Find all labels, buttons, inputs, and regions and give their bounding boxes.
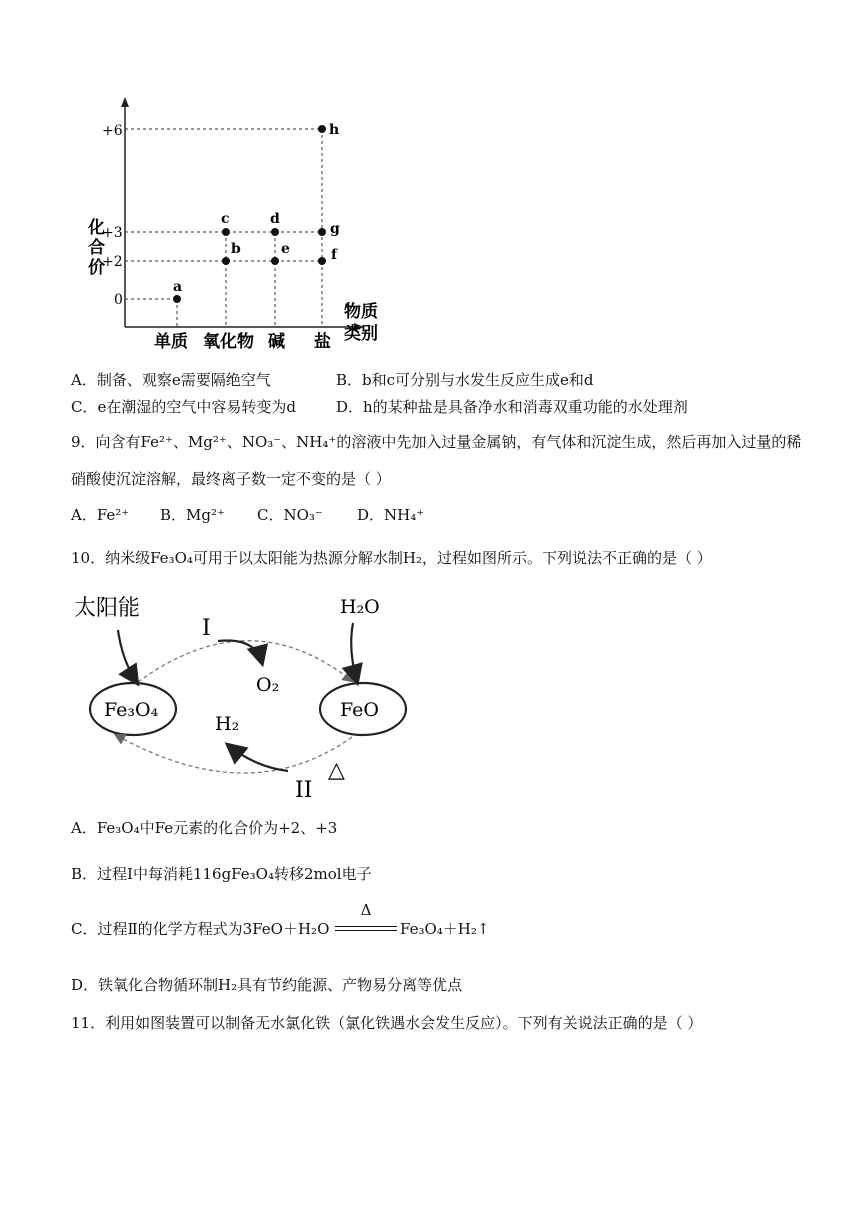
x-category-salt: 盐 (314, 332, 331, 352)
q8-option-a: A．制备、观察e需要隔绝空气 (71, 371, 271, 389)
solar-label: 太阳能 (74, 596, 141, 621)
q10-option-d: D．铁氧化合物循环制H₂具有节约能源、产物易分离等优点 (71, 976, 463, 994)
point-g (318, 228, 326, 236)
h2-label: H₂ (215, 713, 240, 735)
q11-stem: 11．利用如图装置可以制备无水氯化铁（氯化铁遇水会发生反应）。下列有关说法正确的是（ ） (71, 1014, 703, 1032)
point-f (318, 257, 326, 265)
q10-option-c-equals (335, 926, 397, 931)
q10-option-c-condition: Δ (360, 901, 372, 919)
y-axis-arrow (121, 97, 129, 107)
solar-arrow (118, 630, 137, 683)
process-i-label: I (202, 616, 211, 641)
x-axis-label-line1: 物质 (344, 302, 378, 322)
iron-oxide-cycle-diagram (70, 585, 430, 805)
point-a (173, 295, 181, 303)
process-ii-label: II (295, 778, 313, 803)
y-axis-label-char1: 化 (88, 218, 105, 238)
point-c (222, 228, 230, 236)
q10-option-c-suffix: Fe₃O₄＋H₂↑ (400, 920, 490, 938)
water-arrow (351, 623, 357, 682)
o2-label: O₂ (256, 674, 280, 696)
point-label-f: f (331, 247, 338, 263)
y-tick-plus6: +6 (102, 123, 123, 139)
process-ii-arc (116, 735, 352, 773)
q8-option-d: D．h的某种盐是具备净水和消毒双重功能的水处理剂 (336, 398, 688, 416)
q10-option-c-prefix: C．过程Ⅱ的化学方程式为3FeO＋H₂O (71, 920, 330, 938)
q9-option-c: C．NO₃⁻ (257, 506, 323, 524)
q10-stem: 10．纳米级Fe₃O₄可用于以太阳能为热源分解水制H₂，过程如图所示。下列说法不正确的是（ ） (71, 549, 712, 567)
point-label-b: b (231, 241, 241, 257)
y-tick-zero: 0 (114, 292, 123, 308)
fe3o4-label: Fe₃O₄ (104, 699, 159, 721)
q9-stem-line2: 硝酸使沉淀溶解，最终离子数一定不变的是（ ） (71, 470, 391, 488)
q10-option-b: B．过程Ⅰ中每消耗116gFe₃O₄转移2mol电子 (71, 865, 372, 883)
point-label-a: a (173, 279, 183, 295)
q8-option-b: B．b和c可分别与水发生反应生成e和d (336, 371, 594, 389)
y-axis-label-char2: 合 (88, 238, 105, 258)
x-category-oxide: 氧化物 (203, 332, 254, 352)
q9-option-b: B．Mg²⁺ (160, 506, 225, 524)
y-tick-plus2: +2 (102, 254, 123, 270)
process-i-arc (138, 641, 352, 682)
q9-option-d: D．NH₄⁺ (357, 506, 425, 524)
point-label-c: c (221, 211, 230, 227)
point-label-d: d (270, 211, 280, 227)
q9-stem-line1: 9．向含有Fe²⁺、Mg²⁺、NO₃⁻、NH₄⁺的溶液中先加入过量金属钠，有气体和沉淀生成，然后再加入过量的稀 (71, 433, 802, 451)
y-tick-plus3: +3 (102, 225, 123, 241)
point-h (318, 125, 326, 133)
point-label-h: h (329, 122, 340, 138)
feo-label: FeO (340, 699, 379, 721)
point-b (222, 257, 230, 265)
y-axis-label-char3: 价 (88, 258, 105, 278)
water-label: H₂O (340, 596, 380, 618)
x-category-danzhi: 单质 (154, 332, 188, 352)
o2-arrow (218, 640, 262, 663)
x-category-base: 碱 (268, 332, 285, 352)
point-d (271, 228, 279, 236)
q10-option-a: A．Fe₃O₄中Fe元素的化合价为+2、+3 (71, 819, 338, 837)
point-e (271, 257, 279, 265)
heat-label: △ (328, 758, 345, 783)
h2-arrow (228, 745, 288, 771)
q9-option-a: A．Fe²⁺ (71, 506, 130, 524)
point-label-g: g (330, 221, 340, 237)
point-label-e: e (281, 241, 290, 257)
valence-class-diagram (80, 95, 400, 360)
x-axis-label-line2: 类别 (344, 324, 378, 344)
q8-option-c: C．e在潮湿的空气中容易转变为d (71, 398, 296, 416)
